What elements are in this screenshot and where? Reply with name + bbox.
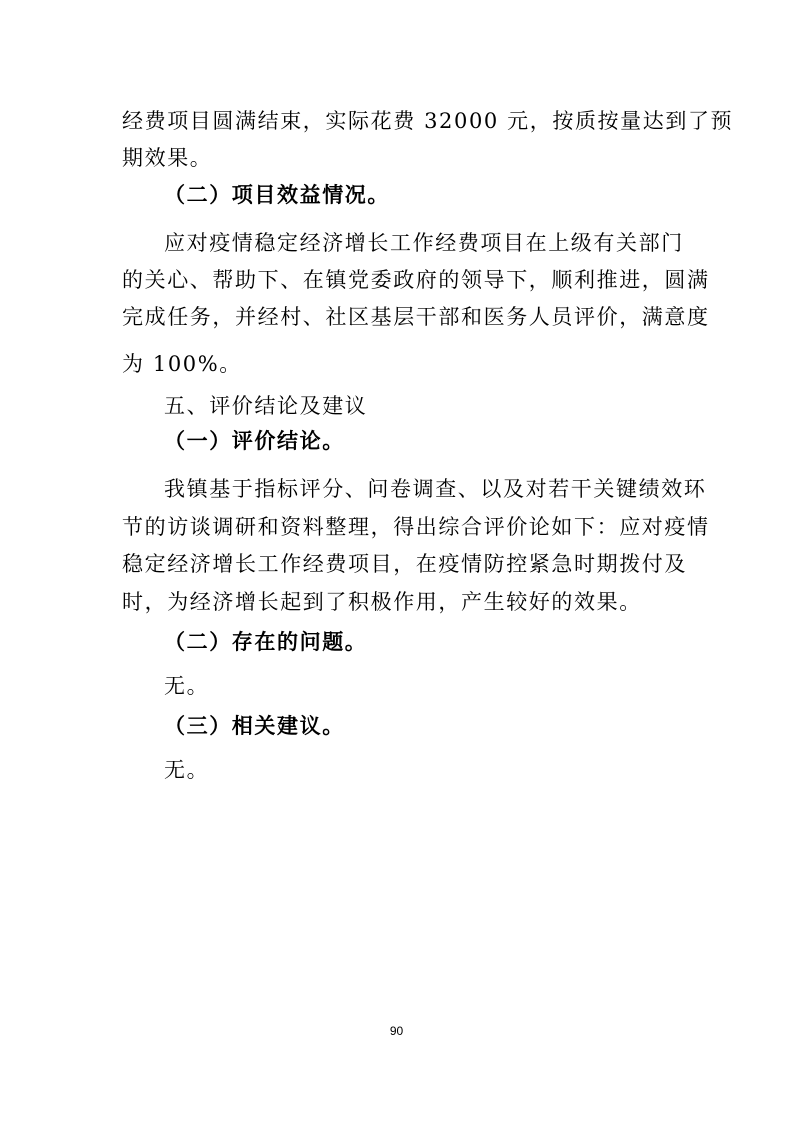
paragraph-line: 期效果。: [122, 146, 213, 170]
paragraph-line: 完成任务，并经村、社区基层干部和医务人员评价，满意度: [122, 305, 710, 329]
paragraph-line: 应对疫情稳定经济增长工作经费项目在上级有关部门: [164, 231, 684, 255]
page-number: 90: [389, 1024, 404, 1038]
paragraph-line: 为 100%。: [122, 352, 242, 376]
paragraph-line: 时，为经济增长起到了积极作用，产生较好的效果。: [122, 590, 642, 614]
subheading-suggestions: （三）相关建议。: [164, 713, 345, 738]
paragraph-line: 经费项目圆满结束，实际花费 32000 元，按质按量达到了预: [122, 109, 734, 133]
section-heading: 五、评价结论及建议: [164, 394, 368, 418]
subheading-problems: （二）存在的问题。: [164, 629, 368, 654]
paragraph-line: 的关心、帮助下、在镇党委政府的领导下，顺利推进，圆满: [122, 268, 710, 292]
paragraph-line: 稳定经济增长工作经费项目，在疫情防控紧急时期拨付及: [122, 552, 687, 576]
subheading-conclusion: （一）评价结论。: [164, 428, 345, 453]
paragraph-line: 我镇基于指标评分、问卷调查、以及对若干关键绩效环: [164, 477, 707, 501]
paragraph-line: 节的访谈调研和资料整理，得出综合评价论如下：应对疫情: [122, 515, 710, 539]
suggestions-text: 无。: [164, 758, 210, 782]
subheading-benefits: （二）项目效益情况。: [164, 182, 390, 207]
problems-text: 无。: [164, 674, 210, 698]
